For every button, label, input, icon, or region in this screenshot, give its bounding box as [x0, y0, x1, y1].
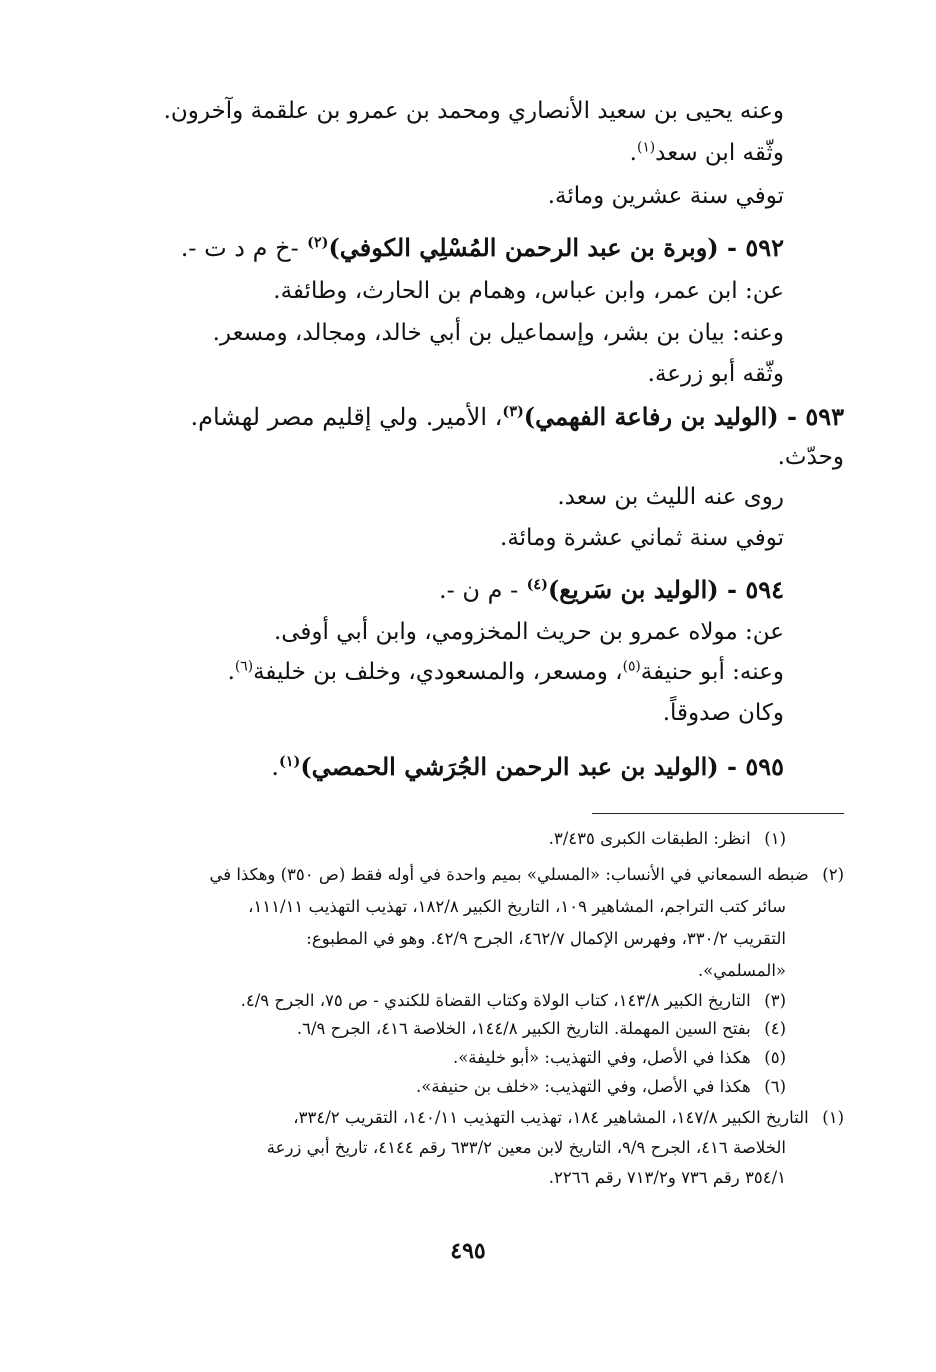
body-line: وعنه: بيان بن بشر، وإسماعيل بن أبي خالد، ومجالد، ومسعر.: [212, 320, 784, 346]
entry-name: (الوليد بن سَريع): [547, 575, 719, 604]
footnote: (٣) التاريخ الكبير ١٤٣/٨، كتاب الولاة وكتاب القضاة للكندي - ص ٧٥، الجرح ٤/٩.: [240, 991, 786, 1010]
footnote-number: (٢): [822, 865, 844, 884]
footnote-ref: (٣): [502, 403, 524, 420]
entry-number: ٥٩٣: [805, 402, 844, 431]
footnote-line: ٣٥٤/١ رقم ٧٣٦ و٧١٣/٢ رقم ٢٢٦٦.: [548, 1168, 786, 1187]
footnote-line: التقريب ٣٣٠/٢، وفهرس الإكمال ٤٦٢/٧، الجرح ٤٢/٩. وهو في المطبوع:: [306, 929, 786, 948]
footnote-line: «المسلمي».: [697, 961, 786, 980]
entry-heading: ٥٩٤ - (الوليد بن سَريع)$^{(٤)}$ - م ن -.: [439, 575, 784, 604]
footnote-line: سائر كتب التراجم، المشاهير ١٠٩، التاريخ الكبير ١٨٢/٨، تهذيب التهذيب ١١١/١١،: [248, 897, 786, 916]
body-line: عن: مولاه عمرو بن حريث المخزومي، وابن أبي أوفى.: [273, 619, 784, 645]
footnote-ref: (٦): [234, 658, 254, 675]
footnote-separator: [592, 813, 844, 814]
footnote-ref: (١): [636, 139, 656, 156]
body-line: وعنه يحيى بن سعيد الأنصاري ومحمد بن عمرو بن علقمة وآخرون.: [163, 98, 784, 124]
footnote: (٤) بفتح السين المهملة. التاريخ الكبير ١٤٤/٨، الخلاصة ٤١٦، الجرح ٦/٩.: [296, 1019, 786, 1038]
entry-number: ٥٩٤: [745, 575, 784, 604]
footnote-ref: (٤): [526, 576, 548, 593]
entry-number: ٥٩٥: [745, 752, 784, 781]
body-line: روى عنه الليث بن سعد.: [557, 484, 784, 510]
body-line: توفي سنة عشرين ومائة.: [547, 183, 784, 209]
footnote: (٦) هكذا في الأصل، وفي التهذيب: «خلف بن حنيفة».: [416, 1077, 786, 1096]
body-line: توفي سنة ثماني عشرة ومائة.: [500, 525, 784, 551]
footnote-ref: (٢): [307, 234, 329, 251]
entry-name: (الوليد بن رفاعة الفهمي): [523, 402, 779, 431]
entry-name: (الوليد بن عبد الرحمن الجُرَشي الحمصي): [300, 752, 719, 781]
body-line: وكان صدوقاً.: [662, 700, 784, 726]
body-line: وحدّث.: [777, 444, 844, 470]
footnote: (١) انظر: الطبقات الكبرى ٣/٤٣٥.: [548, 829, 786, 848]
entry-heading: ٥٩٣ - (الوليد بن رفاعة الفهمي)$^{(٣)}$، الأمير. ولي إقليم مصر لهشام.: [190, 402, 844, 431]
footnote-number: (٦): [764, 1077, 786, 1096]
footnote: (٢) ضبطه السمعاني في الأنساب: «المسلي» بميم واحدة في أوله فقط (ص ٣٥٠) وهكذا في: [209, 865, 844, 884]
body-line: عن: ابن عمر، وابن عباس، وهمام بن الحارث، وطائفة.: [273, 278, 784, 304]
footnote: (٥) هكذا في الأصل، وفي التهذيب: «أبو خليفة».: [452, 1048, 786, 1067]
entry-heading: ٥٩٢ - (وبرة بن عبد الرحمن المُسْلِي الكوفي)$^{(٢)}$ -خ م د ت -.: [180, 233, 784, 262]
footnote-ref: (١): [278, 753, 301, 770]
footnote-number: (١): [764, 829, 786, 848]
footnote-number: (٥): [764, 1048, 786, 1067]
footnote-number: (٣): [764, 991, 786, 1010]
entry-name: (وبرة بن عبد الرحمن المُسْلِي الكوفي): [328, 233, 719, 262]
body-line: وثّقه ابن سعد$^{(١)}$.: [629, 139, 784, 166]
entry-number: ٥٩٢: [745, 233, 784, 262]
page-number: ٤٩٥: [450, 1238, 486, 1264]
footnote: (١) التاريخ الكبير ١٤٧/٨، المشاهير ١٨٤، تهذيب التهذيب ١٤٠/١١، التقريب ٣٣٤/٢،: [293, 1108, 844, 1127]
entry-heading: ٥٩٥ - (الوليد بن عبد الرحمن الجُرَشي الحمصي)$^{(١)}$.: [271, 752, 784, 781]
footnote-ref: (٥): [622, 658, 641, 675]
footnote-number: (١): [822, 1108, 844, 1127]
footnote-number: (٤): [764, 1019, 786, 1038]
body-line: وثّقه أبو زرعة.: [647, 361, 784, 387]
body-line: وعنه: أبو حنيفة$^{(٥)}$، ومسعر، والمسعودي، وخلف بن خليفة$^{(٦)}$.: [227, 658, 784, 685]
footnote-line: الخلاصة ٤١٦، الجرح ٩/٩، التاريخ لابن معين ٦٣٣/٢ رقم ٤١٤٤، تاريخ أبي زرعة: [266, 1138, 786, 1157]
